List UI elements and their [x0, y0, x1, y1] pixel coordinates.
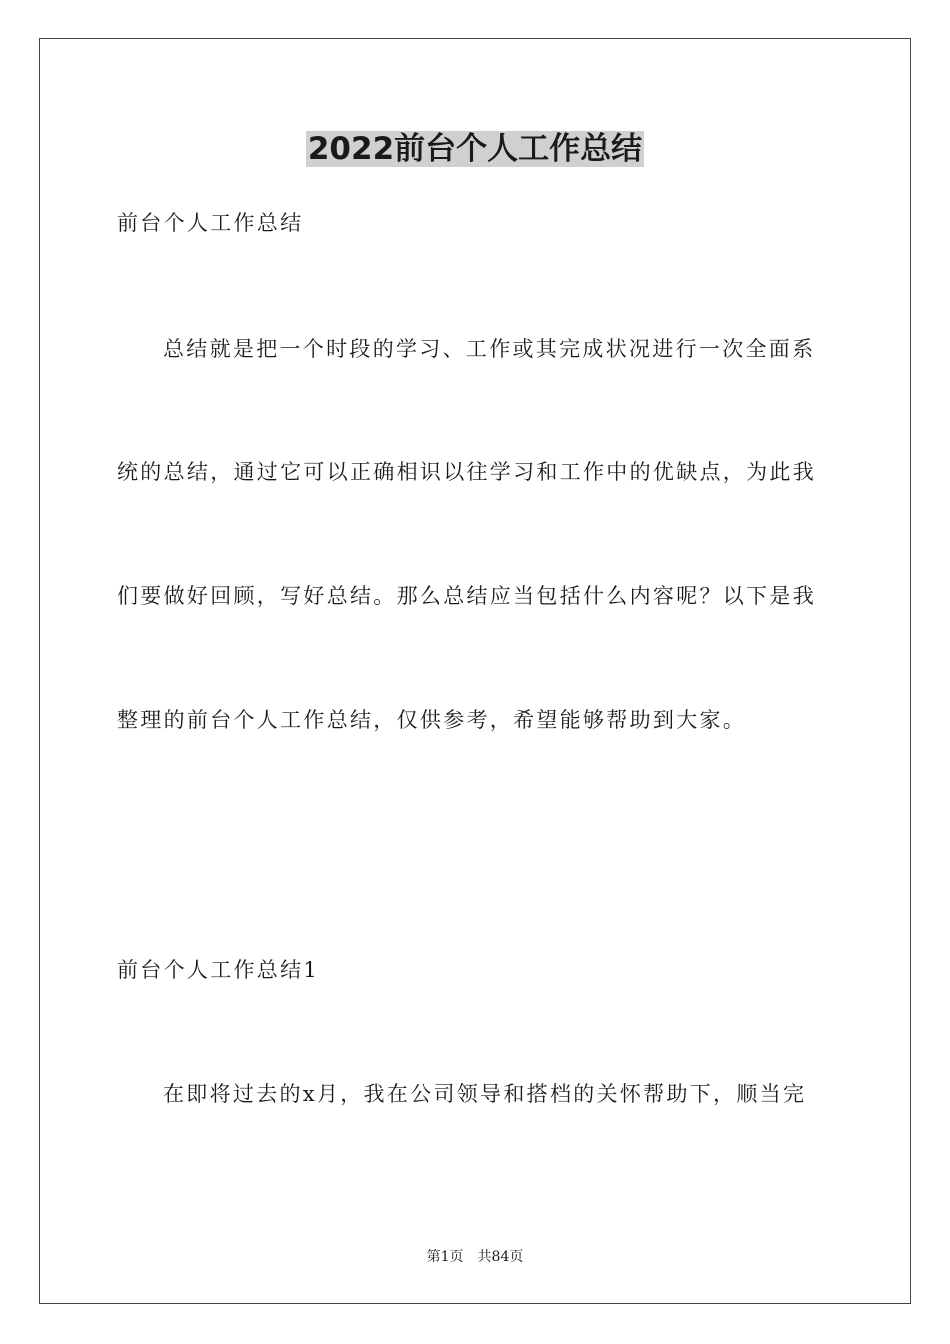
paragraph-line: 统的总结，通过它可以正确相识以往学习和工作中的优缺点，为此我 [117, 460, 816, 484]
page-footer: 第1页 共84页 [426, 1249, 524, 1265]
paragraph-line: 总结就是把一个时段的学习、工作或其完成状况进行一次全面系 [163, 337, 816, 361]
paragraph-line: 整理的前台个人工作总结，仅供参考，希望能够帮助到大家。 [117, 708, 747, 732]
document-title-text: 2022前台个人工作总结 [307, 131, 643, 167]
paragraph-line: 在即将过去的x月，我在公司领导和搭档的关怀帮助下，顺当完 [163, 1082, 807, 1106]
paragraph-line: 们要做好回顾，写好总结。那么总结应当包括什么内容呢？以下是我 [117, 584, 816, 608]
section-heading: 前台个人工作总结1 [117, 958, 320, 982]
document-subtitle: 前台个人工作总结 [117, 211, 304, 235]
document-title [0, 127, 950, 171]
